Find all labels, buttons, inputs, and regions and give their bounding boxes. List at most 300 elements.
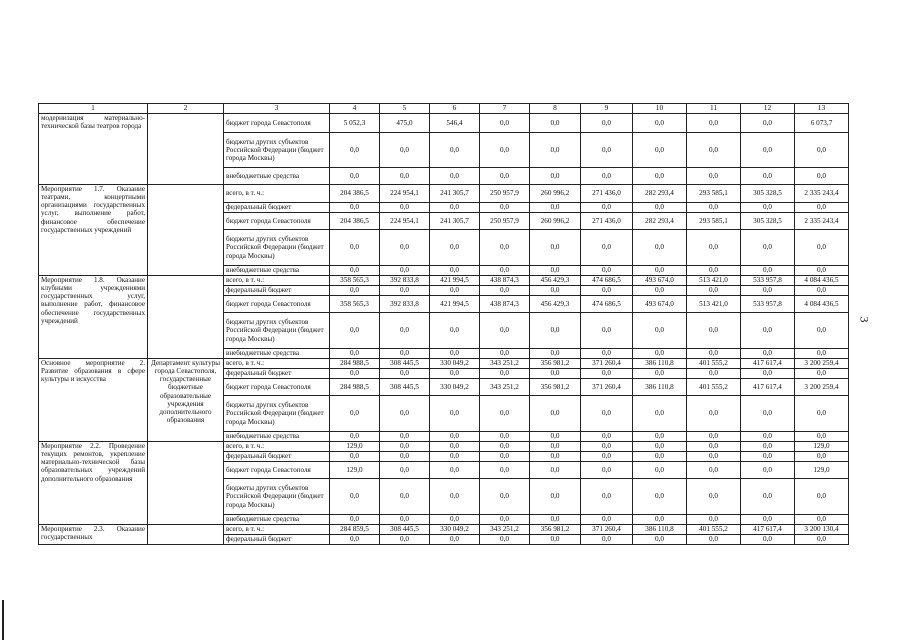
year-value: 0,0 — [687, 442, 741, 452]
year-value: 0,0 — [581, 114, 633, 133]
total-value: 0,0 — [795, 286, 849, 296]
year-value: 0,0 — [380, 313, 430, 349]
year-value: 0,0 — [581, 462, 633, 479]
total-value: 0,0 — [795, 349, 849, 359]
year-value: 0,0 — [530, 286, 581, 296]
year-value: 0,0 — [430, 432, 480, 442]
table-row — [39, 525, 849, 535]
funding-source: внебюджетные средства — [224, 515, 330, 525]
year-value: 0,0 — [741, 203, 795, 213]
year-value: 0,0 — [380, 479, 430, 515]
year-value: 474 686,5 — [581, 276, 633, 286]
year-value: 271 436,0 — [581, 213, 633, 230]
year-value: 330 049,2 — [430, 525, 480, 535]
funding-source: внебюджетные средства — [224, 168, 330, 185]
year-value: 356 981,2 — [530, 379, 581, 396]
funding-source: всего, в т. ч.: — [224, 276, 330, 286]
year-value: 0,0 — [530, 442, 581, 452]
year-value: 0,0 — [741, 133, 795, 168]
header-cell: 13 — [795, 104, 849, 114]
year-value: 284 988,5 — [330, 359, 380, 369]
year-value: 308 445,5 — [380, 379, 430, 396]
year-value: 0,0 — [480, 266, 530, 276]
year-value: 0,0 — [687, 535, 741, 545]
year-value: 224 954,1 — [380, 213, 430, 230]
header-cell: 12 — [741, 104, 795, 114]
total-value: 0,0 — [795, 452, 849, 462]
year-value: 0,0 — [530, 369, 581, 379]
year-value: 0,0 — [380, 266, 430, 276]
year-value: 0,0 — [633, 286, 687, 296]
year-value: 0,0 — [380, 432, 430, 442]
year-value: 392 833,8 — [380, 296, 430, 313]
year-value: 0,0 — [581, 396, 633, 432]
year-value: 284 988,5 — [330, 379, 380, 396]
year-value: 0,0 — [741, 432, 795, 442]
responsible-executor: Департамент культуры города Севастополя, государственные бюджетные образовательные учреждения дополнительного образования — [148, 359, 224, 442]
funding-source: федеральный бюджет — [224, 535, 330, 545]
year-value: 0,0 — [480, 369, 530, 379]
total-value: 0,0 — [795, 479, 849, 515]
year-value: 0,0 — [581, 203, 633, 213]
year-value: 0,0 — [480, 452, 530, 462]
year-value: 0,0 — [380, 442, 430, 452]
year-value: 308 445,5 — [380, 359, 430, 369]
year-value: 282 293,4 — [633, 185, 687, 203]
year-value: 330 049,2 — [430, 359, 480, 369]
year-value: 0,0 — [530, 313, 581, 349]
year-value: 386 110,8 — [633, 525, 687, 535]
year-value: 0,0 — [530, 432, 581, 442]
responsible-executor — [148, 114, 224, 185]
year-value: 0,0 — [530, 535, 581, 545]
year-value: 250 957,9 — [480, 185, 530, 203]
year-value: 0,0 — [581, 349, 633, 359]
year-value: 356 981,2 — [530, 359, 581, 369]
year-value: 0,0 — [430, 535, 480, 545]
year-value: 358 565,3 — [330, 276, 380, 286]
year-value: 0,0 — [687, 230, 741, 266]
year-value: 0,0 — [581, 266, 633, 276]
responsible-executor — [148, 276, 224, 359]
funding-source: бюджеты других субъектов Российской Федерации (бюджет города Москвы) — [224, 230, 330, 266]
activity-description: Мероприятие 2.3. Оказание государственных — [39, 525, 148, 545]
year-value: 0,0 — [480, 133, 530, 168]
year-value: 0,0 — [581, 535, 633, 545]
year-value: 0,0 — [530, 114, 581, 133]
year-value: 282 293,4 — [633, 213, 687, 230]
table-row — [39, 276, 849, 286]
year-value: 546,4 — [430, 114, 480, 133]
total-value: 129,0 — [795, 442, 849, 452]
year-value: 0,0 — [687, 203, 741, 213]
year-value: 0,0 — [741, 462, 795, 479]
year-value: 0,0 — [330, 133, 380, 168]
year-value: 308 445,5 — [380, 525, 430, 535]
year-value: 0,0 — [480, 462, 530, 479]
responsible-executor — [148, 525, 224, 545]
year-value: 386 110,8 — [633, 359, 687, 369]
year-value: 456 429,3 — [530, 296, 581, 313]
year-value: 0,0 — [581, 432, 633, 442]
year-value: 0,0 — [530, 515, 581, 525]
year-value: 0,0 — [687, 168, 741, 185]
year-value: 0,0 — [430, 203, 480, 213]
page-number: 3 — [857, 316, 872, 323]
total-value: 0,0 — [795, 432, 849, 442]
table-row — [39, 442, 849, 452]
year-value: 0,0 — [480, 442, 530, 452]
funding-source: внебюджетные средства — [224, 432, 330, 442]
year-value: 0,0 — [741, 349, 795, 359]
funding-source: бюджеты других субъектов Российской Федерации (бюджет города Москвы) — [224, 133, 330, 168]
year-value: 371 260,4 — [581, 525, 633, 535]
year-value: 0,0 — [581, 369, 633, 379]
year-value: 474 686,5 — [581, 296, 633, 313]
activity-description: Мероприятие 2.2. Проведение текущих ремонтов, укрепление материально-технической базы образовательных учреждений дополнительного образования — [39, 442, 148, 525]
year-value: 0,0 — [480, 203, 530, 213]
header-cell: 6 — [430, 104, 480, 114]
activity-description: Основное мероприятие 2. Развитие образования в сфере культуры и искусства — [39, 359, 148, 442]
year-value: 421 994,5 — [430, 276, 480, 286]
funding-source: всего, в т. ч.: — [224, 359, 330, 369]
year-value: 0,0 — [633, 114, 687, 133]
year-value: 343 251,2 — [480, 525, 530, 535]
year-value: 0,0 — [741, 442, 795, 452]
year-value: 493 674,0 — [633, 296, 687, 313]
funding-source: бюджет города Севастополя — [224, 462, 330, 479]
year-value: 0,0 — [330, 369, 380, 379]
funding-source: бюджеты других субъектов Российской Федерации (бюджет города Москвы) — [224, 479, 330, 515]
year-value: 0,0 — [687, 432, 741, 442]
year-value: 0,0 — [380, 133, 430, 168]
year-value: 0,0 — [380, 203, 430, 213]
year-value: 0,0 — [633, 535, 687, 545]
total-value: 2 335 243,4 — [795, 213, 849, 230]
header-cell: 11 — [687, 104, 741, 114]
year-value: 284 859,5 — [330, 525, 380, 535]
year-value: 0,0 — [741, 535, 795, 545]
year-value: 0,0 — [687, 313, 741, 349]
year-value: 293 585,1 — [687, 185, 741, 203]
year-value: 0,0 — [687, 286, 741, 296]
year-value: 0,0 — [330, 168, 380, 185]
year-value: 0,0 — [741, 266, 795, 276]
year-value: 0,0 — [581, 452, 633, 462]
year-value: 0,0 — [380, 349, 430, 359]
year-value: 0,0 — [430, 349, 480, 359]
year-value: 0,0 — [687, 369, 741, 379]
year-value: 0,0 — [633, 203, 687, 213]
year-value: 0,0 — [430, 369, 480, 379]
year-value: 0,0 — [530, 133, 581, 168]
year-value: 204 386,5 — [330, 185, 380, 203]
responsible-executor — [148, 185, 224, 276]
year-value: 0,0 — [633, 442, 687, 452]
scan-edge-line — [2, 600, 4, 640]
year-value: 0,0 — [530, 349, 581, 359]
year-value: 224 954,1 — [380, 185, 430, 203]
year-value: 204 386,5 — [330, 213, 380, 230]
year-value: 5 052,3 — [330, 114, 380, 133]
year-value: 343 251,2 — [480, 379, 530, 396]
total-value: 3 200 259,4 — [795, 359, 849, 369]
year-value: 0,0 — [330, 535, 380, 545]
total-value: 0,0 — [795, 369, 849, 379]
total-value: 2 335 243,4 — [795, 185, 849, 203]
year-value: 0,0 — [330, 203, 380, 213]
year-value: 421 994,5 — [430, 296, 480, 313]
year-value: 0,0 — [430, 266, 480, 276]
year-value: 0,0 — [633, 230, 687, 266]
year-value: 0,0 — [380, 286, 430, 296]
year-value: 0,0 — [380, 369, 430, 379]
year-value: 330 049,2 — [430, 379, 480, 396]
year-value: 475,0 — [380, 114, 430, 133]
year-value: 0,0 — [633, 396, 687, 432]
year-value: 0,0 — [530, 396, 581, 432]
funding-source: бюджет города Севастополя — [224, 296, 330, 313]
year-value: 0,0 — [581, 479, 633, 515]
year-value: 0,0 — [633, 349, 687, 359]
header-cell: 1 — [39, 104, 148, 114]
funding-source: федеральный бюджет — [224, 369, 330, 379]
year-value: 0,0 — [581, 230, 633, 266]
funding-source: бюджеты других субъектов Российской Федерации (бюджет города Москвы) — [224, 396, 330, 432]
year-value: 0,0 — [380, 396, 430, 432]
year-value: 0,0 — [741, 479, 795, 515]
header-cell: 5 — [380, 104, 430, 114]
year-value: 129,0 — [330, 442, 380, 452]
header-cell: 8 — [530, 104, 581, 114]
year-value: 0,0 — [430, 479, 480, 515]
year-value: 0,0 — [480, 432, 530, 442]
year-value: 0,0 — [530, 452, 581, 462]
year-value: 0,0 — [380, 462, 430, 479]
year-value: 0,0 — [741, 286, 795, 296]
year-value: 0,0 — [581, 168, 633, 185]
budget-table — [38, 103, 849, 545]
year-value: 0,0 — [741, 452, 795, 462]
funding-source: бюджеты других субъектов Российской Федерации (бюджет города Москвы) — [224, 313, 330, 349]
year-value: 0,0 — [687, 349, 741, 359]
funding-source: федеральный бюджет — [224, 286, 330, 296]
total-value: 129,0 — [795, 462, 849, 479]
year-value: 0,0 — [430, 168, 480, 185]
total-value: 0,0 — [795, 396, 849, 432]
year-value: 305 328,5 — [741, 213, 795, 230]
funding-source: всего, в т. ч.: — [224, 185, 330, 203]
year-value: 0,0 — [330, 432, 380, 442]
year-value: 0,0 — [741, 230, 795, 266]
total-value: 0,0 — [795, 266, 849, 276]
year-value: 0,0 — [480, 479, 530, 515]
year-value: 250 957,9 — [480, 213, 530, 230]
year-value: 0,0 — [633, 452, 687, 462]
funding-source: всего, в т. ч.: — [224, 442, 330, 452]
funding-source: федеральный бюджет — [224, 452, 330, 462]
activity-description: Мероприятие 1.7. Оказание театрами, концертными организациями государственных услуг, выполнение работ, финансовое обеспечение государственных учреждений — [39, 185, 148, 276]
year-value: 0,0 — [581, 515, 633, 525]
total-value: 0,0 — [795, 535, 849, 545]
year-value: 417 617,4 — [741, 379, 795, 396]
funding-source: внебюджетные средства — [224, 349, 330, 359]
total-value: 4 084 436,5 — [795, 296, 849, 313]
year-value: 0,0 — [633, 479, 687, 515]
year-value: 0,0 — [430, 313, 480, 349]
year-value: 0,0 — [687, 452, 741, 462]
year-value: 0,0 — [633, 168, 687, 185]
year-value: 0,0 — [480, 114, 530, 133]
year-value: 0,0 — [480, 396, 530, 432]
total-value: 0,0 — [795, 133, 849, 168]
total-value: 4 084 436,5 — [795, 276, 849, 286]
header-cell: 10 — [633, 104, 687, 114]
year-value: 438 874,3 — [480, 296, 530, 313]
year-value: 371 260,4 — [581, 379, 633, 396]
year-value: 0,0 — [330, 515, 380, 525]
total-value: 6 073,7 — [795, 114, 849, 133]
year-value: 0,0 — [741, 515, 795, 525]
year-value: 0,0 — [633, 432, 687, 442]
year-value: 358 565,3 — [330, 296, 380, 313]
year-value: 0,0 — [480, 286, 530, 296]
funding-source: бюджет города Севастополя — [224, 213, 330, 230]
year-value: 343 251,2 — [480, 359, 530, 369]
year-value: 401 555,2 — [687, 359, 741, 369]
year-value: 293 585,1 — [687, 213, 741, 230]
year-value: 0,0 — [480, 535, 530, 545]
year-value: 0,0 — [530, 203, 581, 213]
year-value: 0,0 — [480, 230, 530, 266]
year-value: 0,0 — [430, 462, 480, 479]
year-value: 371 260,4 — [581, 359, 633, 369]
year-value: 0,0 — [430, 452, 480, 462]
year-value: 0,0 — [581, 442, 633, 452]
year-value: 0,0 — [687, 266, 741, 276]
year-value: 0,0 — [687, 515, 741, 525]
year-value: 0,0 — [741, 369, 795, 379]
year-value: 438 874,3 — [480, 276, 530, 286]
total-value: 0,0 — [795, 230, 849, 266]
year-value: 305 328,5 — [741, 185, 795, 203]
year-value: 260 996,2 — [530, 213, 581, 230]
year-value: 0,0 — [633, 462, 687, 479]
year-value: 0,0 — [430, 515, 480, 525]
year-value: 0,0 — [330, 452, 380, 462]
year-value: 0,0 — [330, 396, 380, 432]
year-value: 0,0 — [480, 349, 530, 359]
year-value: 0,0 — [741, 114, 795, 133]
year-value: 0,0 — [430, 442, 480, 452]
table-row — [39, 359, 849, 369]
year-value: 0,0 — [530, 462, 581, 479]
year-value: 0,0 — [687, 462, 741, 479]
total-value: 0,0 — [795, 203, 849, 213]
year-value: 0,0 — [430, 396, 480, 432]
year-value: 0,0 — [530, 230, 581, 266]
year-value: 0,0 — [633, 266, 687, 276]
year-value: 0,0 — [530, 266, 581, 276]
year-value: 0,0 — [633, 133, 687, 168]
year-value: 533 957,8 — [741, 276, 795, 286]
funding-source: внебюджетные средства — [224, 266, 330, 276]
funding-source: бюджет города Севастополя — [224, 379, 330, 396]
activity-description: Мероприятие 1.8. Оказание клубными учреждениями государственных услуг, выполнение работ, финансовое обеспечение государственных учреждений — [39, 276, 148, 359]
year-value: 0,0 — [741, 313, 795, 349]
year-value: 0,0 — [430, 230, 480, 266]
year-value: 0,0 — [687, 396, 741, 432]
year-value: 0,0 — [380, 515, 430, 525]
year-value: 0,0 — [687, 114, 741, 133]
year-value: 493 674,0 — [633, 276, 687, 286]
year-value: 356 981,2 — [530, 525, 581, 535]
year-value: 0,0 — [687, 133, 741, 168]
year-value: 0,0 — [530, 479, 581, 515]
year-value: 0,0 — [430, 286, 480, 296]
year-value: 0,0 — [581, 133, 633, 168]
activity-description: модернизация материально-технической базы театров города — [39, 114, 148, 185]
year-value: 533 957,8 — [741, 296, 795, 313]
table-row — [39, 114, 849, 133]
year-value: 0,0 — [633, 515, 687, 525]
header-cell: 9 — [581, 104, 633, 114]
year-value: 260 996,2 — [530, 185, 581, 203]
year-value: 0,0 — [633, 313, 687, 349]
year-value: 0,0 — [330, 286, 380, 296]
year-value: 0,0 — [530, 168, 581, 185]
year-value: 0,0 — [380, 168, 430, 185]
year-value: 0,0 — [741, 396, 795, 432]
year-value: 0,0 — [330, 479, 380, 515]
year-value: 417 617,4 — [741, 359, 795, 369]
year-value: 0,0 — [330, 230, 380, 266]
year-value: 513 421,0 — [687, 296, 741, 313]
header-cell: 3 — [224, 104, 330, 114]
responsible-executor — [148, 442, 224, 525]
year-value: 0,0 — [380, 452, 430, 462]
year-value: 0,0 — [687, 479, 741, 515]
table-row — [39, 185, 849, 203]
year-value: 0,0 — [480, 313, 530, 349]
year-value: 0,0 — [741, 168, 795, 185]
year-value: 401 555,2 — [687, 379, 741, 396]
total-value: 3 200 259,4 — [795, 379, 849, 396]
year-value: 513 421,0 — [687, 276, 741, 286]
year-value: 386 110,8 — [633, 379, 687, 396]
year-value: 129,0 — [330, 462, 380, 479]
year-value: 0,0 — [430, 133, 480, 168]
year-value: 456 429,3 — [530, 276, 581, 286]
total-value: 0,0 — [795, 168, 849, 185]
year-value: 0,0 — [581, 286, 633, 296]
total-value: 0,0 — [795, 313, 849, 349]
header-row — [39, 104, 849, 114]
year-value: 401 555,2 — [687, 525, 741, 535]
header-cell: 4 — [330, 104, 380, 114]
total-value: 3 200 130,4 — [795, 525, 849, 535]
year-value: 241 305,7 — [430, 185, 480, 203]
year-value: 0,0 — [480, 515, 530, 525]
header-cell: 2 — [148, 104, 224, 114]
year-value: 0,0 — [480, 168, 530, 185]
header-cell: 7 — [480, 104, 530, 114]
year-value: 0,0 — [330, 266, 380, 276]
funding-source: бюджет города Севастополя — [224, 114, 330, 133]
year-value: 417 617,4 — [741, 525, 795, 535]
funding-source: всего, в т. ч.: — [224, 525, 330, 535]
total-value: 0,0 — [795, 515, 849, 525]
